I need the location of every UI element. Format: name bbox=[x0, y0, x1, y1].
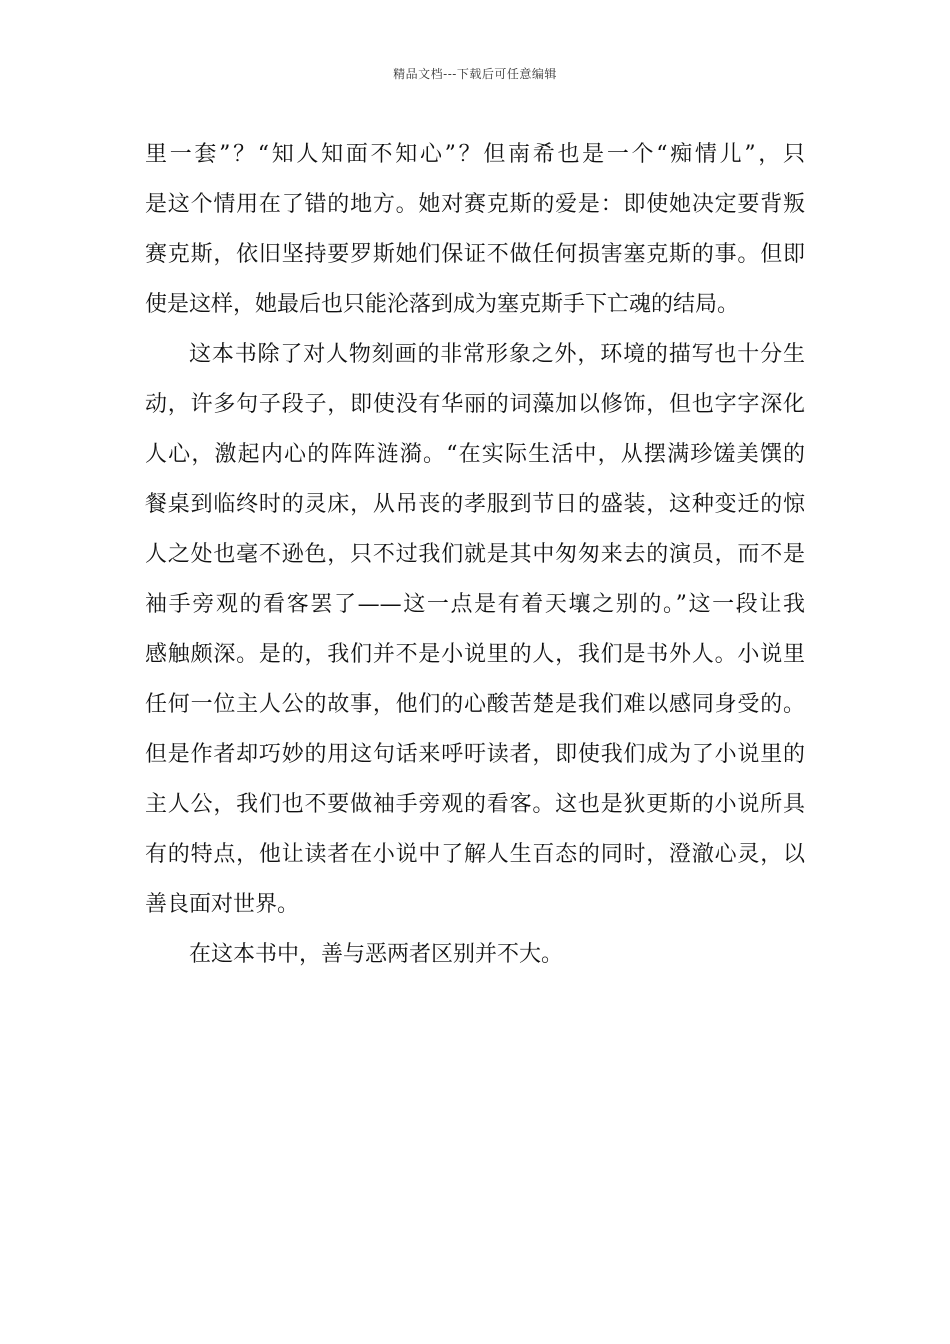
text-line: 在这本书中，善与恶两者区别并不大。 bbox=[189, 942, 564, 967]
text-line: 赛克斯，依旧坚持要罗斯她们保证不做任何损害塞克斯的事。但即 bbox=[145, 242, 805, 267]
text-line: 使是这样，她最后也只能沦落到成为塞克斯手下亡魂的结局。 bbox=[145, 292, 740, 317]
text-line: 感触颇深。是的，我们并不是小说里的人，我们是书外人。小说里 bbox=[145, 642, 805, 667]
text-line: 袖手旁观的看客罢了——这一点是有着天壤之别的。”这一段让我 bbox=[145, 592, 805, 617]
text-line: 动，许多句子段子，即使没有华丽的词藻加以修饰，但也字字深化 bbox=[145, 392, 805, 417]
text-line: 是这个情用在了错的地方。她对赛克斯的爱是：即使她决定要背叛 bbox=[145, 192, 805, 217]
text-line: 任何一位主人公的故事，他们的心酸苦楚是我们难以感同身受的。 bbox=[145, 692, 805, 717]
paragraph bbox=[145, 130, 805, 330]
text-line: 里一套”？“知人知面不知心”？但南希也是一个“痴情儿”，只 bbox=[145, 142, 805, 167]
text-line: 主人公，我们也不要做袖手旁观的看客。这也是狄更斯的小说所具 bbox=[145, 792, 805, 817]
text-line: 餐桌到临终时的灵床，从吊丧的孝服到节日的盛装，这种变迁的惊 bbox=[145, 492, 805, 517]
document-body bbox=[145, 130, 805, 980]
text-line: 有的特点，他让读者在小说中了解人生百态的同时，澄澈心灵，以 bbox=[145, 842, 805, 867]
text-line: 人之处也毫不逊色，只不过我们就是其中匆匆来去的演员，而不是 bbox=[145, 542, 805, 567]
paragraph bbox=[145, 330, 805, 930]
text-line: 但是作者却巧妙的用这句话来呼吁读者，即使我们成为了小说里的 bbox=[145, 742, 805, 767]
text-line: 善良面对世界。 bbox=[145, 892, 300, 917]
text-line: 人心，激起内心的阵阵涟漪。“在实际生活中，从摆满珍馐美馔的 bbox=[145, 442, 805, 467]
page-header: 精品文档---下载后可任意编辑 bbox=[393, 67, 557, 81]
text-line: 这本书除了对人物刻画的非常形象之外，环境的描写也十分生 bbox=[189, 342, 805, 367]
paragraph bbox=[145, 930, 805, 980]
